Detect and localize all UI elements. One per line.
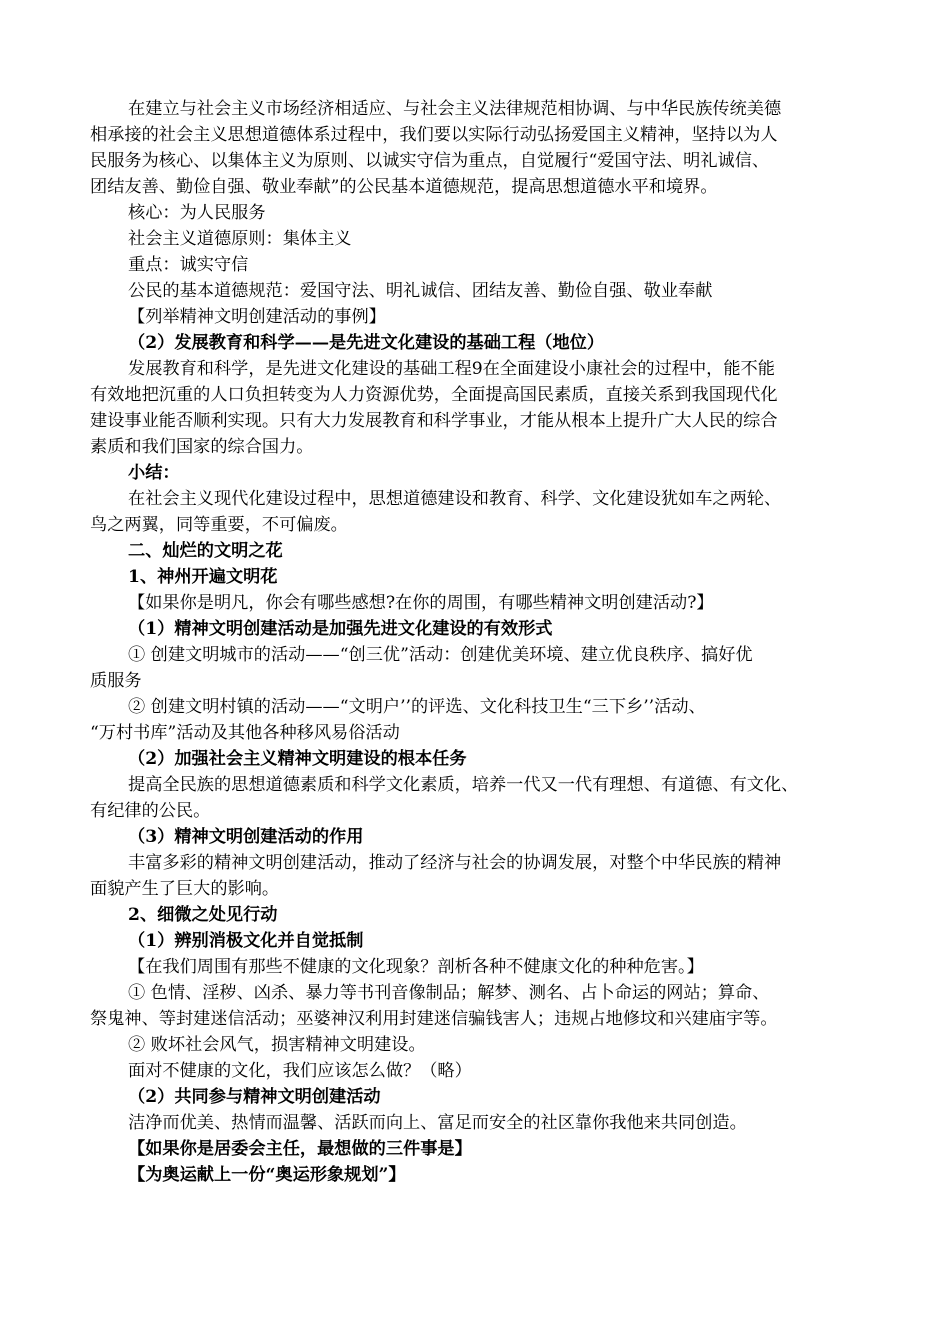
text-line: 面貌产生了巨大的影响。 [90,879,280,899]
text-line: 面对不健康的文化，我们应该怎么做？（略） [128,1061,472,1081]
heading-line: 2、细微之处见行动 [128,905,278,925]
text-line: 发展教育和科学，是先进文化建设的基础工程9在全面建设小康社会的过程中，能不能 [128,359,775,379]
heading-line: 小结： [128,463,180,483]
heading-line: 【如果你是居委会主任，最想做的三件事是】 [128,1139,472,1159]
text-line: 公民的基本道德规范：爱国守法、明礼诚信、团结友善、勤俭自强、敬业奉献 [128,281,713,301]
heading-line: （2）加强社会主义精神文明建设的根本任务 [128,749,467,769]
text-line: 在社会主义现代化建设过程中，思想道德建设和教育、科学、文化建设犹如车之两轮、 [128,489,782,509]
heading-line: （1）精神文明创建活动是加强先进文化建设的有效形式 [128,619,553,639]
text-line: ② 创建文明村镇的活动——“文明户’’的评选、文化科技卫生“三下乡’’活动、 [128,697,706,717]
text-line: 【在我们周围有那些不健康的文化现象？剖析各种不健康文化的种种危害。】 [128,957,704,977]
heading-line: （1）辨别消极文化并自觉抵制 [128,931,364,951]
text-line: 社会主义道德原则：集体主义 [128,229,352,249]
document-page [90,96,870,1188]
text-line: 鸟之两翼，同等重要，不可偏废。 [90,515,348,535]
heading-line: （2）发展教育和科学——是先进文化建设的基础工程（地位） [128,333,605,353]
text-line: 有效地把沉重的人口负担转变为人力资源优势，全面提高国民素质，直接关系到我国现代化 [90,385,778,405]
text-line: 重点：诚实守信 [128,255,249,275]
text-line: 提高全民族的思想道德素质和科学文化素质，培养一代又一代有理想、有道德、有文化、 [128,775,799,795]
text-line: ① 色情、淫秽、凶杀、暴力等书刊音像制品；解梦、测名、占卜命运的网站；算命、 [128,983,770,1003]
text-line: 核心：为人民服务 [128,203,266,223]
text-line: 团结友善、勤俭自强、敬业奉献”的公民基本道德规范，提高思想道德水平和境界。 [90,177,718,197]
text-line: 相承接的社会主义思想道德体系过程中，我们要以实际行动弘扬爱国主义精神，坚持以为人 [90,125,778,145]
text-line: ① 创建文明城市的活动——“创三优”活动：创建优美环境、建立优良秩序、搞好优 [128,645,753,665]
text-line: 【如果你是明凡，你会有哪些感想?在你的周围，有哪些精神文明创建活动?】 [128,593,714,613]
heading-line: 1、神州开遍文明花 [128,567,278,587]
text-line: 建设事业能否顺利实现。只有大力发展教育和科学事业，才能从根本上提升广大人民的综合 [90,411,778,431]
text-line: 洁净而优美、热情而温馨、活跃而向上、富足而安全的社区靠你我他来共同创造。 [128,1113,747,1133]
text-line: “万村书库”活动及其他各种移风易俗活动 [90,723,400,743]
text-line: ② 败坏社会风气，损害精神文明建设。 [128,1035,426,1055]
text-line: 在建立与社会主义市场经济相适应、与社会主义法律规范相协调、与中华民族传统美德 [128,99,782,119]
heading-line: （2）共同参与精神文明创建活动 [128,1087,381,1107]
heading-line: 二、灿烂的文明之花 [128,541,283,561]
text-line: 民服务为核心、以集体主义为原则、以诚实守信为重点，自觉履行“爱国守法、明礼诚信、 [90,151,770,171]
heading-line: （3）精神文明创建活动的作用 [128,827,364,847]
heading-line: 【为奥运献上一份“奥运形象规划”】 [128,1165,406,1185]
text-line: 祭鬼神、等封建迷信活动；巫婆神汉利用封建迷信骗钱害人；违规占地修坟和兴建庙宇等。 [90,1009,778,1029]
text-line: 丰富多彩的精神文明创建活动，推动了经济与社会的协调发展，对整个中华民族的精神 [128,853,782,873]
text-line: 质服务 [90,671,142,691]
text-line: 有纪律的公民。 [90,801,211,821]
text-line: 素质和我们国家的综合国力。 [90,437,314,457]
text-line: 【列举精神文明创建活动的事例】 [128,307,386,327]
